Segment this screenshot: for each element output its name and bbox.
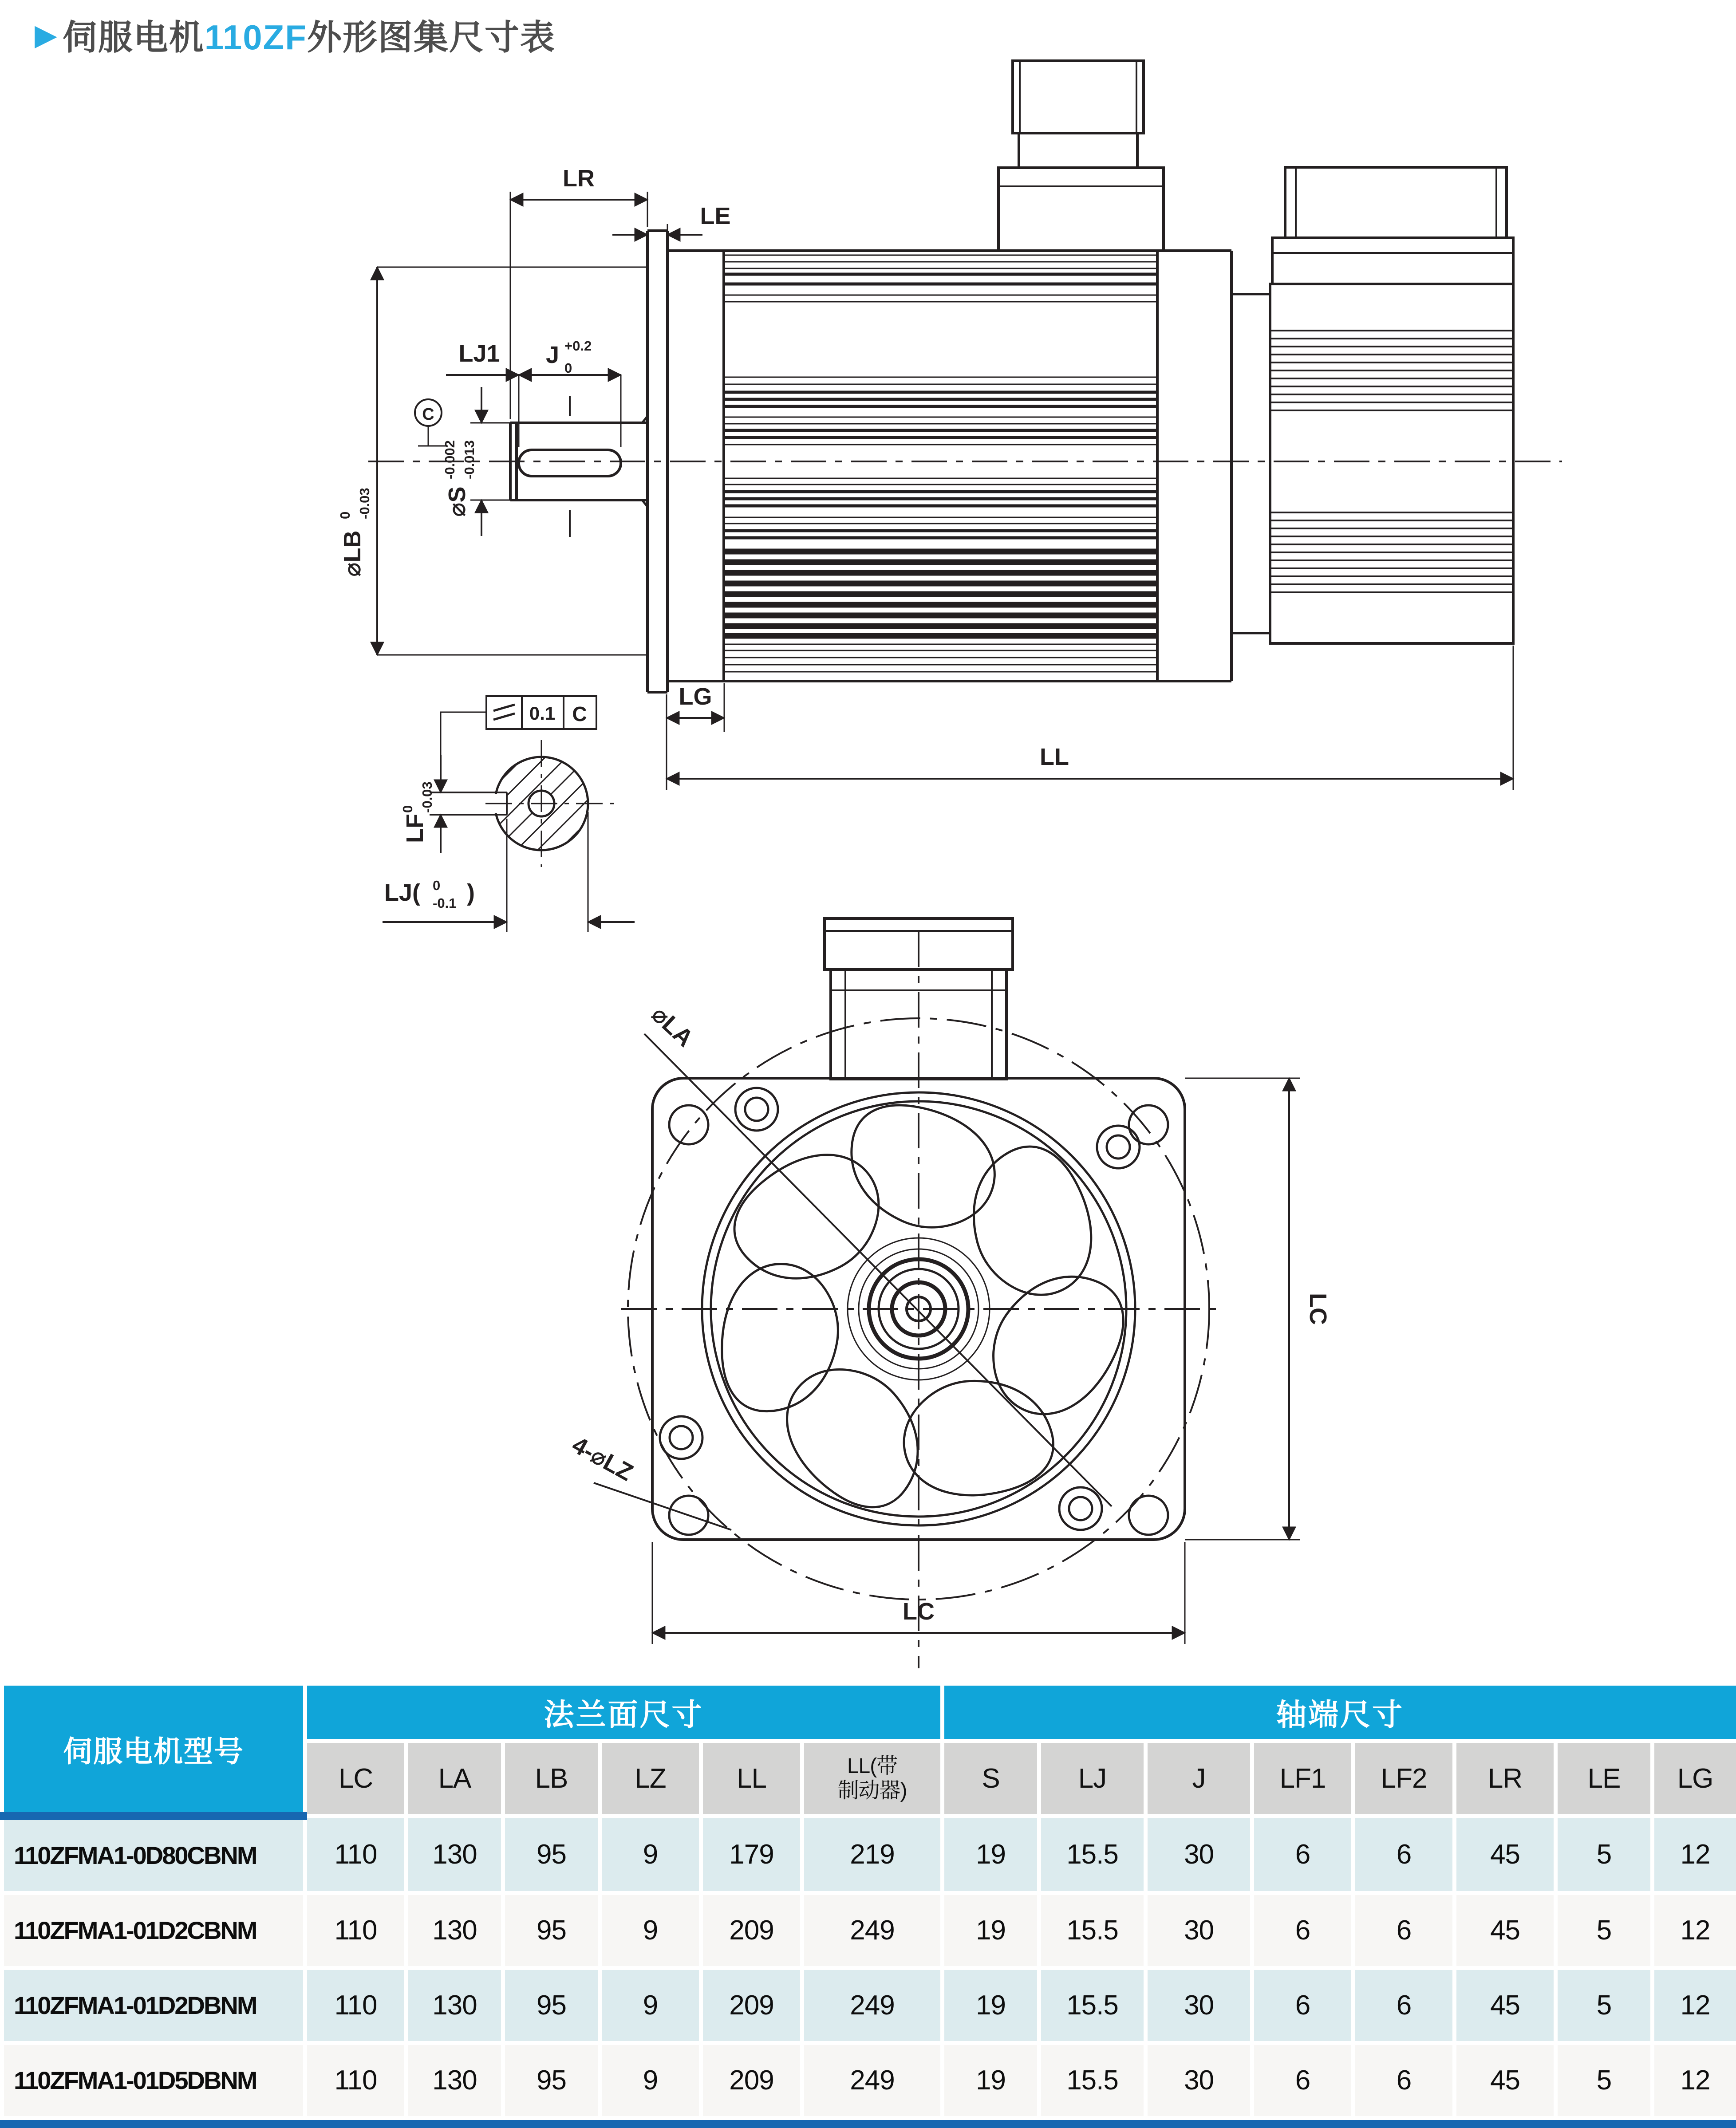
label-LF xyxy=(400,781,435,843)
cell-value: 19 xyxy=(943,1968,1039,2043)
cell-value: 9 xyxy=(600,1893,701,1968)
label-dia-LA-text: ⌀LA xyxy=(647,1001,698,1052)
cell-value: 219 xyxy=(802,1816,943,1893)
cell-value: 12 xyxy=(1653,1893,1736,1968)
header-LR: LR xyxy=(1455,1741,1556,1816)
label-4-LZ xyxy=(568,1431,637,1486)
body-fins-medium xyxy=(724,274,1157,538)
cell-value: 12 xyxy=(1653,2043,1736,2118)
header-LL: LL xyxy=(701,1741,802,1816)
keyway-slot xyxy=(519,450,621,476)
header-LJ: LJ xyxy=(1039,1741,1146,1816)
cell-value: 110 xyxy=(305,2043,406,2118)
cell-value: 209 xyxy=(701,2043,802,2118)
label-LJ-close: ) xyxy=(467,879,475,906)
cell-model: 110ZFMA1-0D80CBNM xyxy=(2,1816,305,1893)
cell-value: 209 xyxy=(701,1968,802,2043)
label-dia-LB-text: ⌀LB xyxy=(339,531,366,577)
header-LC: LC xyxy=(305,1741,406,1816)
cell-value: 12 xyxy=(1653,1816,1736,1893)
cell-value: 130 xyxy=(406,2043,503,2118)
cell-value: 179 xyxy=(701,1816,802,1893)
header-LF2: LF2 xyxy=(1353,1741,1455,1816)
cell-value: 12 xyxy=(1653,1968,1736,2043)
header-LE: LE xyxy=(1556,1741,1653,1816)
label-LJ: LJ( xyxy=(384,879,420,906)
cell-value: 9 xyxy=(600,1816,701,1893)
label-S-tol-up: -0.002 xyxy=(442,440,458,479)
cell-value: 15.5 xyxy=(1039,1893,1146,1968)
feature-control-frame xyxy=(486,696,596,729)
label-LC-bottom: LC xyxy=(903,1598,935,1625)
cell-value: 5 xyxy=(1556,1816,1653,1893)
body-fins-thin xyxy=(724,255,1157,672)
label-J-tol-up: +0.2 xyxy=(564,338,592,354)
label-dia-LB xyxy=(337,488,372,577)
parallelism-icon xyxy=(493,705,515,720)
cell-value: 6 xyxy=(1252,2043,1353,2118)
cell-value: 30 xyxy=(1146,1816,1252,1893)
label-LF-text: LF xyxy=(402,814,428,843)
cell-value: 19 xyxy=(943,1893,1039,1968)
header-model: 伺服电机型号 xyxy=(2,1684,305,1816)
fcf-datum: C xyxy=(572,702,587,725)
cell-value: 130 xyxy=(406,1968,503,2043)
cell-value: 95 xyxy=(503,1968,600,2043)
label-LC-right xyxy=(1305,1293,1331,1325)
cell-value: 9 xyxy=(600,1968,701,2043)
label-LJ-tol-dn: -0.1 xyxy=(433,895,456,911)
cell-model: 110ZFMA1-01D2CBNM xyxy=(2,1893,305,1968)
label-LC-right-text: LC xyxy=(1305,1293,1331,1325)
cell-value: 15.5 xyxy=(1039,1816,1146,1893)
cell-value: 209 xyxy=(701,1893,802,1968)
cell-value: 95 xyxy=(503,1816,600,1893)
label-S-tol-dn: -0.013 xyxy=(462,440,477,479)
label-LG: LG xyxy=(679,683,712,710)
header-LB: LB xyxy=(503,1741,600,1816)
cell-value: 45 xyxy=(1455,1816,1556,1893)
side-view xyxy=(337,61,1562,790)
cell-model: 110ZFMA1-01D5DBNM xyxy=(2,2043,305,2118)
leader-4-LZ xyxy=(594,1483,731,1530)
label-J: J xyxy=(546,342,559,368)
shaft-section-detail xyxy=(383,696,635,932)
title-post: 外形图集尺寸表 xyxy=(307,18,556,57)
header-LZ: LZ xyxy=(600,1741,701,1816)
label-J-tol-dn: 0 xyxy=(564,360,572,376)
label-LF-tol-up: 0 xyxy=(400,805,415,813)
title-arrow-icon: ▶ xyxy=(35,20,58,49)
shaft xyxy=(510,396,647,537)
cell-value: 249 xyxy=(802,1968,943,2043)
header-LL-brake-line1: LL(带 xyxy=(805,1754,940,1778)
cell-value: 95 xyxy=(503,2043,600,2118)
fcf-value: 0.1 xyxy=(529,703,555,724)
cell-value: 45 xyxy=(1455,2043,1556,2118)
label-LF-tol-dn: -0.03 xyxy=(419,781,435,813)
cell-value: 5 xyxy=(1556,1893,1653,1968)
cell-model: 110ZFMA1-01D2DBNM xyxy=(2,1968,305,2043)
cell-value: 110 xyxy=(305,1816,406,1893)
cell-value: 19 xyxy=(943,2043,1039,2118)
label-LB-tol-up: 0 xyxy=(337,512,353,519)
cell-value: 45 xyxy=(1455,1893,1556,1968)
label-dia-S-text: ⌀S xyxy=(444,486,470,517)
header-LA: LA xyxy=(406,1741,503,1816)
cell-value: 5 xyxy=(1556,1968,1653,2043)
cell-value: 110 xyxy=(305,1968,406,2043)
cell-value: 6 xyxy=(1353,1893,1455,1968)
cell-value: 110 xyxy=(305,1893,406,1968)
label-LJ-tol-up: 0 xyxy=(433,878,440,893)
cell-value: 130 xyxy=(406,1816,503,1893)
cell-value: 249 xyxy=(802,1893,943,1968)
label-LB-tol-dn: -0.03 xyxy=(357,488,372,519)
cell-value: 6 xyxy=(1252,1816,1353,1893)
title-pre: 伺服电机 xyxy=(63,18,205,57)
cell-value: 6 xyxy=(1252,1968,1353,2043)
title-model-code: 110ZF xyxy=(205,18,307,57)
cell-value: 130 xyxy=(406,1893,503,1968)
front-view xyxy=(568,918,1331,1668)
cell-value: 19 xyxy=(943,1816,1039,1893)
cell-value: 15.5 xyxy=(1039,1968,1146,2043)
header-J: J xyxy=(1146,1741,1252,1816)
header-LL-brake xyxy=(802,1741,943,1816)
table-row xyxy=(2,2043,1736,2118)
cell-value: 15.5 xyxy=(1039,2043,1146,2118)
motor-body xyxy=(667,251,1231,681)
label-datum-C: C xyxy=(422,405,434,424)
cell-value: 45 xyxy=(1455,1968,1556,2043)
label-LL: LL xyxy=(1040,744,1069,770)
header-S: S xyxy=(943,1741,1039,1816)
label-LJ1: LJ1 xyxy=(458,340,500,367)
cell-value: 249 xyxy=(802,2043,943,2118)
label-LR: LR xyxy=(563,165,595,192)
cell-value: 95 xyxy=(503,1893,600,1968)
cell-value: 6 xyxy=(1353,2043,1455,2118)
header-LG: LG xyxy=(1653,1741,1736,1816)
label-LE: LE xyxy=(700,203,730,229)
table-row xyxy=(2,1893,1736,1968)
dimension-table xyxy=(0,1682,1736,2120)
label-dia-S xyxy=(442,440,477,517)
cell-value: 9 xyxy=(600,2043,701,2118)
cell-value: 6 xyxy=(1353,1968,1455,2043)
table-row xyxy=(2,1816,1736,1893)
encoder-connector xyxy=(1272,167,1513,284)
cell-value: 30 xyxy=(1146,2043,1252,2118)
cell-value: 30 xyxy=(1146,1893,1252,1968)
body-fins-thick xyxy=(724,552,1157,636)
cell-value: 5 xyxy=(1556,2043,1653,2118)
header-group-shaft: 轴端尺寸 xyxy=(943,1684,1736,1741)
header-LF1: LF1 xyxy=(1252,1741,1353,1816)
cell-value: 6 xyxy=(1252,1893,1353,1968)
header-LL-brake-line2: 制动器) xyxy=(805,1778,940,1803)
cell-value: 6 xyxy=(1353,1816,1455,1893)
table-row xyxy=(2,1968,1736,2043)
header-group-flange: 法兰面尺寸 xyxy=(305,1684,943,1741)
encoder-section xyxy=(1231,284,1513,643)
table-bottom-bar xyxy=(0,2120,1736,2128)
dimension-table-wrap xyxy=(0,1682,1736,2128)
label-4-LZ-text: 4-⌀LZ xyxy=(568,1431,637,1486)
power-connector xyxy=(998,61,1164,251)
cell-value: 30 xyxy=(1146,1968,1252,2043)
